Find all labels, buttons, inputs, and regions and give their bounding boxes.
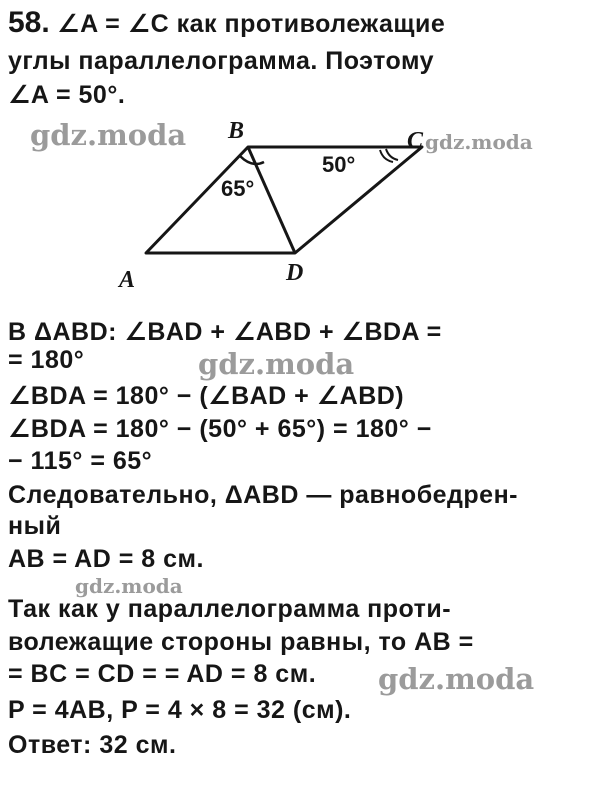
watermark-4: gdz.moda xyxy=(75,574,183,598)
vertex-d-label: D xyxy=(286,260,304,286)
vertex-c-label: C xyxy=(407,128,424,154)
solution-line-6: Следовательно, ΔABD — равнобедрен- xyxy=(8,481,519,509)
solution-line-1: В ΔABD: ∠BAD + ∠ABD + ∠BDA = xyxy=(8,318,442,346)
angle-c-value: 50° xyxy=(322,152,356,177)
solution-line-7: ный xyxy=(8,512,62,540)
vertex-b-label: B xyxy=(228,118,245,144)
solution-line-3: ∠BDA = 180° − (∠BAD + ∠ABD) xyxy=(8,382,405,410)
problem-text-1: ∠A = ∠C как противолежащие xyxy=(57,10,446,38)
parallelogram-outline xyxy=(146,147,422,253)
problem-number: 58. xyxy=(8,6,50,39)
solution-line-5: − 115° = 65° xyxy=(8,447,153,475)
solution-line-10: волежащие стороны равны, то AB = xyxy=(8,628,474,656)
solution-line-11: = BC = CD = = AD = 8 см. xyxy=(8,660,317,688)
angle-abd-value: 65° xyxy=(221,176,255,201)
watermark-1: gdz.moda xyxy=(30,118,187,152)
watermark-2: gdz.moda xyxy=(425,130,533,154)
solution-line-4: ∠BDA = 180° − (50° + 65°) = 180° − xyxy=(8,415,432,443)
problem-line-2: углы параллелограмма. Поэтому xyxy=(8,47,435,75)
angle-c-arc-2 xyxy=(386,149,398,160)
problem-line-1 xyxy=(8,8,445,39)
vertex-a-label: A xyxy=(119,267,136,293)
solution-line-2: = 180° xyxy=(8,346,85,374)
solution-line-12: P = 4AB, P = 4 × 8 = 32 (см). xyxy=(8,696,352,724)
problem-line-3: ∠A = 50°. xyxy=(8,81,126,109)
answer-line: Ответ: 32 см. xyxy=(8,731,177,759)
solution-line-8: AB = AD = 8 см. xyxy=(8,545,204,573)
watermark-5: gdz.moda xyxy=(378,662,535,696)
watermark-3: gdz.moda xyxy=(198,347,355,381)
solution-line-9: Так как у параллелограмма проти- xyxy=(8,595,452,623)
